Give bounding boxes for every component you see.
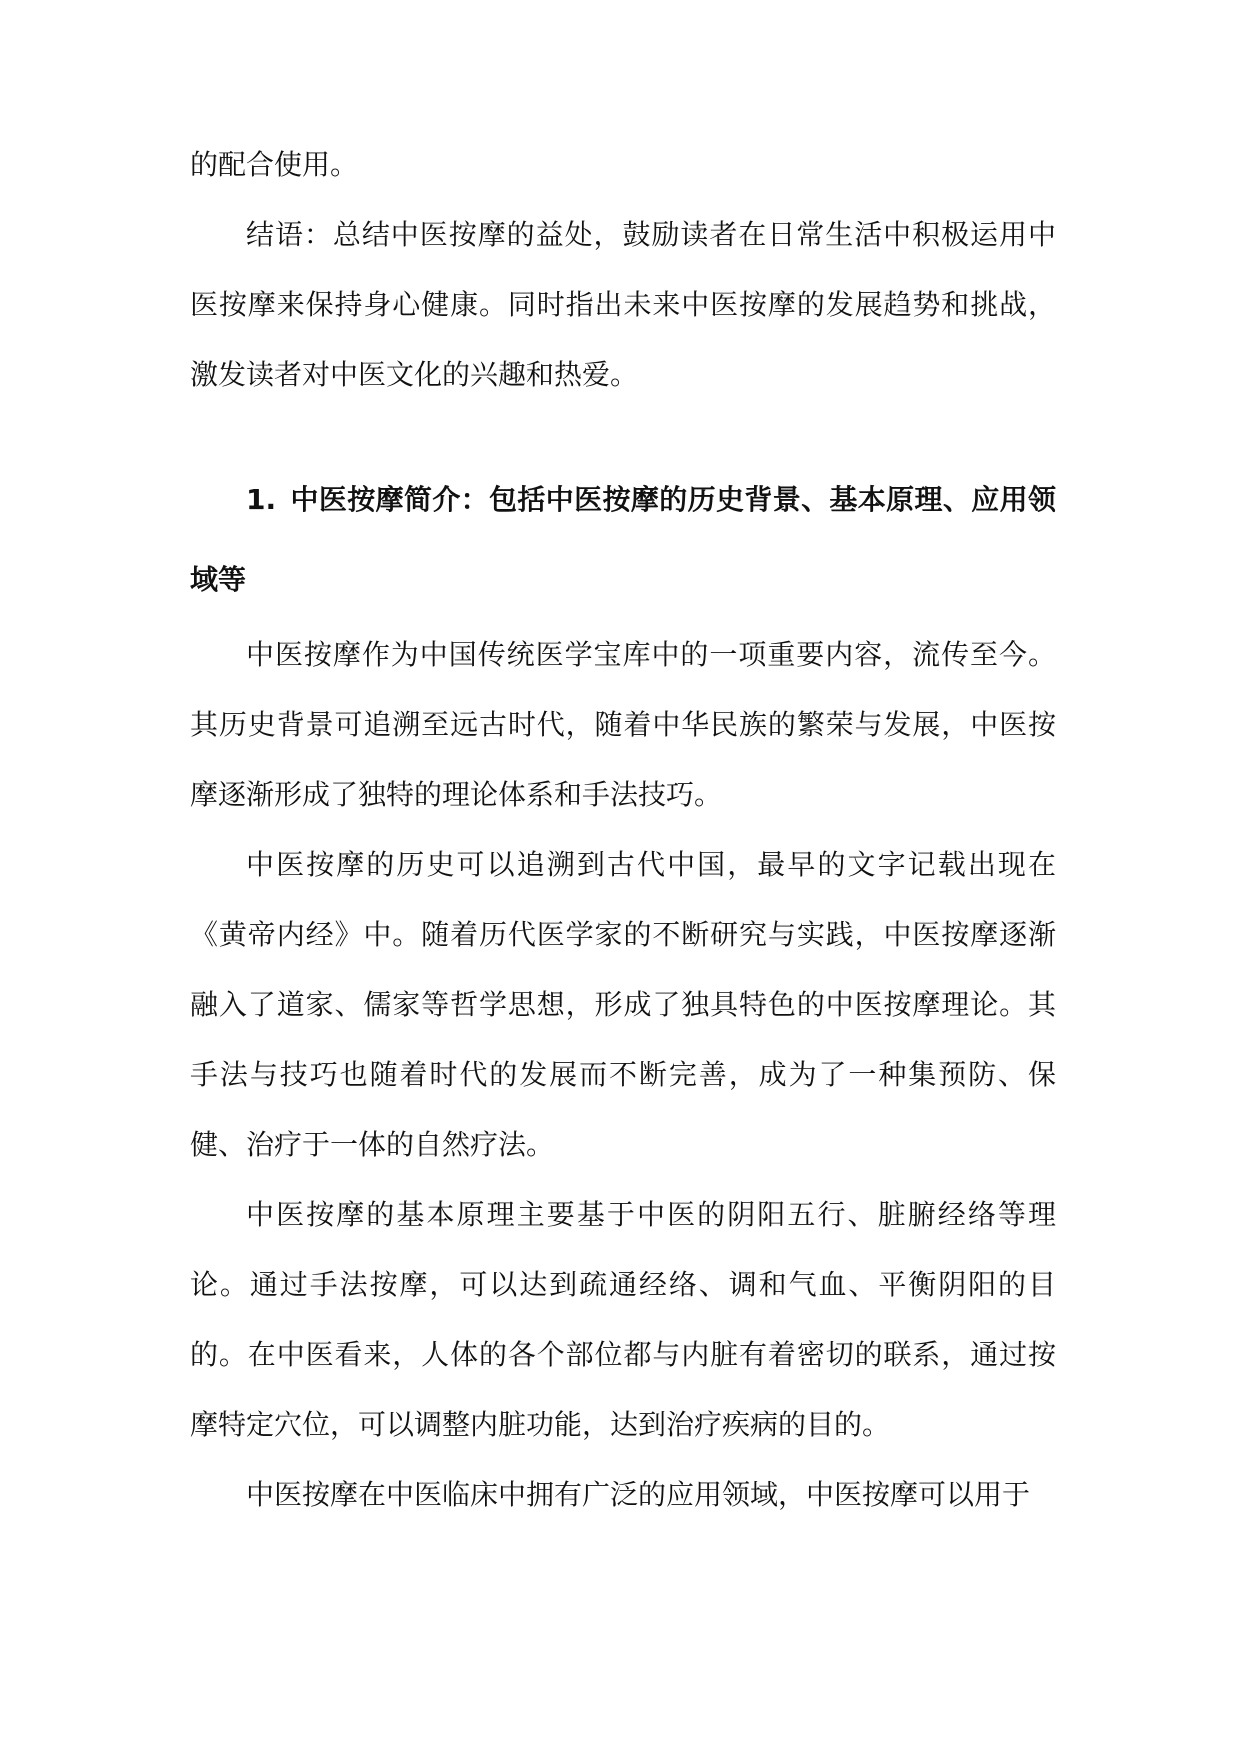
section-title: 中医按摩简介：包括中医按摩的历史背景、基本原理、应用领域等 [190, 483, 1056, 596]
section-heading [190, 460, 1056, 620]
paragraph-history: 中医按摩的历史可以追溯到古代中国，最早的文字记载出现在《黄帝内经》中。随着历代医学家的不断研究与实践，中医按摩逐渐融入了道家、儒家等哲学思想，形成了独具特色的中医按摩理论。其手法与技巧也随着时代的发展而不断完善，成为了一种集预防、保健、治疗于一体的自然疗法。 [190, 848, 1056, 1161]
paragraph-applications: 中医按摩在中医临床中拥有广泛的应用领域，中医按摩可以用于 [246, 1478, 1031, 1511]
paragraph-continuation: 的配合使用。 [190, 148, 359, 181]
paragraph-conclusion: 结语：总结中医按摩的益处，鼓励读者在日常生活中积极运用中医按摩来保持身心健康。同时指出未来中医按摩的发展趋势和挑战，激发读者对中医文化的兴趣和热爱。 [190, 218, 1056, 391]
section-number: 1. [246, 483, 277, 516]
paragraph-principles: 中医按摩的基本原理主要基于中医的阴阳五行、脏腑经络等理论。通过手法按摩，可以达到疏通经络、调和气血、平衡阴阳的目的。在中医看来，人体的各个部位都与内脏有着密切的联系，通过按摩特定穴位，可以调整内脏功能，达到治疗疾病的目的。 [190, 1198, 1056, 1441]
document-body [190, 130, 1056, 1530]
paragraph-intro: 中医按摩作为中国传统医学宝库中的一项重要内容，流传至今。其历史背景可追溯至远古时代，随着中华民族的繁荣与发展，中医按摩逐渐形成了独特的理论体系和手法技巧。 [190, 638, 1056, 811]
